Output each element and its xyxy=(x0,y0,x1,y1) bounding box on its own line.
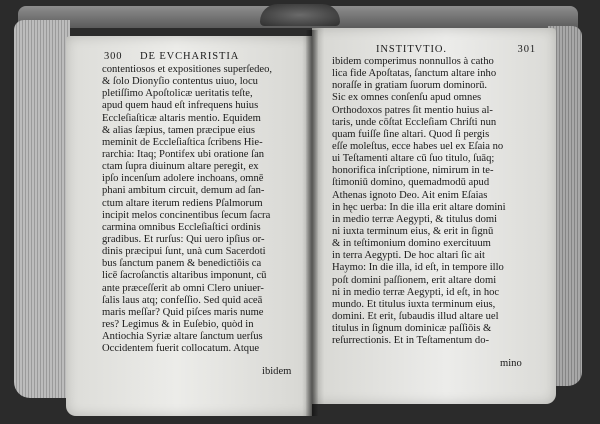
text-line: domini. Et erit, ſubaudis illud altare uel xyxy=(332,310,499,322)
text-line: licē ſacroſanctis altaribus imponunt, cū xyxy=(102,270,267,282)
left-running-title: DE EVCHARISTIA xyxy=(140,51,240,62)
text-line: Sic ex omnes conſenſu apud omnes xyxy=(332,92,482,104)
text-line: in hęc uerba: In die illa erit altare domini xyxy=(332,201,506,213)
text-line: gradibus. Et rurſus: Qui uero ipſius or- xyxy=(102,233,265,245)
text-line: ſalis laus atq; confeſſio. Sed quid aceā xyxy=(102,294,263,306)
text-line: ſtimoniū domino, quemadmodū apud xyxy=(332,177,490,189)
text-line: mundo. Et titulus iuxta terminum eius, xyxy=(332,298,496,310)
left-page-text xyxy=(102,64,304,355)
right-catchword: mino xyxy=(500,358,522,369)
text-line: & alias ſæpius, tamen præcipue eius xyxy=(102,124,255,136)
text-line: Athenas ignoto Deo. Ait enim Eſaias xyxy=(332,189,488,201)
text-line: apud quem haud eſt infrequens huius xyxy=(102,100,259,112)
text-line: meminit de Eccleſiaſtica ſcribens Hie- xyxy=(102,136,263,148)
text-line: pletiſſimo Apoſtolicæ ueritatis teſte, xyxy=(102,88,253,100)
text-line: ui Teſtamenti altare cū ſuo titulo, ſuāq; xyxy=(332,153,495,165)
text-line: ctum altare iterum rediens Pſalmorum xyxy=(102,197,263,209)
text-line: Antiochia Syriæ altare ſanctum uerſus xyxy=(102,331,263,343)
text-line: rarchia: Itaq; Pontifex ubi oratione ſan xyxy=(102,148,265,160)
left-catchword: ibidem xyxy=(262,366,292,377)
text-line: Haymo: In die illa, id eſt, in tempore illo xyxy=(332,262,504,274)
text-line: Occidentem fuerit collocatum. Atque xyxy=(102,343,260,355)
text-line: ni iuxta terminum eius, & erit in ſignū xyxy=(332,225,494,237)
text-line: dinis præcipui ſunt, unà cum Sacerdoti xyxy=(102,246,266,258)
text-line: ipſo incenſum adolere inchoans, omnē xyxy=(102,173,264,185)
text-line: & ſolo Dionyſio contentus uiuo, locu xyxy=(102,76,258,88)
book-gutter xyxy=(306,30,318,416)
text-line: lica fide Apoſtatas, ſanctum altare inho xyxy=(332,68,497,80)
text-line: incipit melos concinentibus ſecum ſacra xyxy=(102,209,271,221)
text-line: Orthodoxos patres ſit mentio huius al- xyxy=(332,104,493,116)
text-line: honorifica inſcriptione, nimirum in te- xyxy=(332,165,494,177)
left-page-number: 300 xyxy=(104,51,123,62)
text-line: in medio terræ Aegypti, & titulus domi xyxy=(332,213,498,225)
text-line: contentiosos et expositiones superſedeo, xyxy=(102,64,273,75)
text-line: res? Legimus & in Euſebio, quòd in xyxy=(102,318,254,330)
text-line: reſurrectionis. Et in Teſtamentum do- xyxy=(332,335,490,347)
text-line: ctam ſupra diuinum altare peregit, ex xyxy=(102,161,259,173)
text-line: Eccleſiaſticæ altaris mentio. Equidem xyxy=(102,112,261,124)
text-line: noraſſe in gratiam ſuorum dominorū. xyxy=(332,80,488,92)
text-line: ni in medio terræ Aegypti, id eſt, in hoc xyxy=(332,286,500,298)
right-running-title: INSTITVTIO. xyxy=(376,44,447,55)
text-line: eſſe moleſtus, ecce habes uel ex Eſaia no xyxy=(332,140,504,152)
text-line: ibidem comperimus nonnullos à catho xyxy=(332,56,494,67)
text-line: taris, unde cōſtat Eccleſiam Chriſti nun xyxy=(332,116,497,128)
text-line: quam fuiſſe ſine altari. Quod ſi pergis xyxy=(332,128,490,140)
right-page-text xyxy=(332,56,542,347)
text-line: ante præceſſerit ab omni Clero uniuer- xyxy=(102,282,264,294)
text-line: titulus in ſignum dominicæ paſſiōis & xyxy=(332,323,492,335)
text-line: in terra Aegypti. De hoc altari ſic ait xyxy=(332,250,485,262)
text-line: & in teſtimonium domino exercituum xyxy=(332,238,491,250)
text-line: phani ambitum circuit, demum ad ſan- xyxy=(102,185,265,197)
text-line: poſt domini paſſionem, erit altare domi xyxy=(332,274,497,286)
book-clasp xyxy=(260,4,340,26)
text-line: carmina omnibus Eccleſiaſtici ordinis xyxy=(102,221,261,233)
right-page-number: 301 xyxy=(517,44,536,55)
text-line: maris meſſar? Quid piſces maris nume xyxy=(102,306,264,318)
left-page-edges xyxy=(14,20,70,398)
text-line: bus ſanctum panem & benedictiōis ca xyxy=(102,258,262,270)
